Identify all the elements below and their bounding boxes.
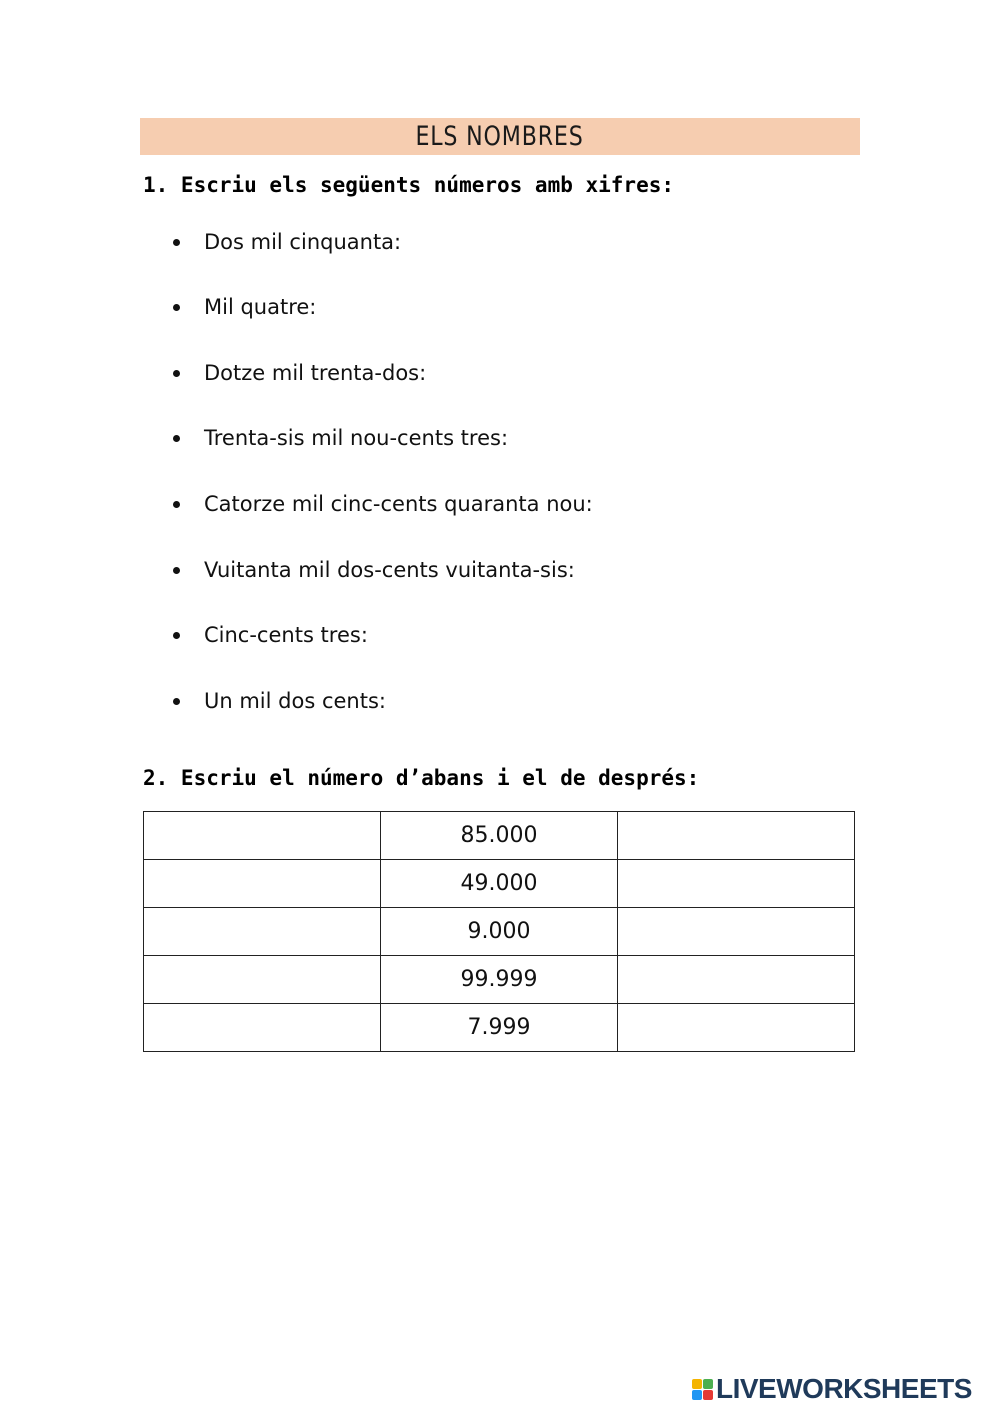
before-cell[interactable] bbox=[144, 956, 381, 1004]
logo-square bbox=[692, 1379, 702, 1389]
list-item-label: Un mil dos cents: bbox=[204, 689, 386, 713]
bullet-icon bbox=[173, 567, 180, 574]
bullet-icon bbox=[173, 435, 180, 442]
table-row bbox=[144, 908, 855, 956]
after-cell[interactable] bbox=[618, 812, 855, 860]
after-cell[interactable] bbox=[618, 908, 855, 956]
bullet-icon bbox=[173, 698, 180, 705]
list-item-label: Catorze mil cinc-cents quaranta nou: bbox=[204, 492, 593, 516]
watermark-text: LIVEWORKSHEETS bbox=[716, 1373, 972, 1404]
logo-square bbox=[703, 1390, 713, 1400]
list-item-label: Dotze mil trenta-dos: bbox=[204, 361, 427, 385]
number-cell: 99.999 bbox=[381, 956, 618, 1004]
after-cell[interactable] bbox=[618, 956, 855, 1004]
after-cell[interactable] bbox=[618, 860, 855, 908]
logo-square bbox=[692, 1390, 702, 1400]
table-row bbox=[144, 956, 855, 1004]
list-item-label: Cinc-cents tres: bbox=[204, 623, 368, 647]
exercise-2-heading: 2. Escriu el número d’abans i el de després: bbox=[143, 766, 700, 790]
bullet-icon bbox=[173, 501, 180, 508]
before-cell[interactable] bbox=[144, 1004, 381, 1052]
number-cell: 7.999 bbox=[381, 1004, 618, 1052]
logo-square bbox=[703, 1379, 713, 1389]
number-cell: 85.000 bbox=[381, 812, 618, 860]
exercise-1-heading: 1. Escriu els següents números amb xifres: bbox=[143, 173, 675, 197]
list-item-label: Mil quatre: bbox=[204, 295, 317, 319]
title-banner bbox=[140, 118, 860, 155]
list-item-label: Vuitanta mil dos-cents vuitanta-sis: bbox=[204, 558, 575, 582]
before-cell[interactable] bbox=[144, 860, 381, 908]
before-cell[interactable] bbox=[144, 908, 381, 956]
liveworksheets-logo-icon bbox=[692, 1379, 713, 1400]
bullet-icon bbox=[173, 304, 180, 311]
bullet-icon bbox=[173, 239, 180, 246]
page-title: ELS NOMBRES bbox=[415, 121, 585, 152]
number-cell: 49.000 bbox=[381, 860, 618, 908]
table-row bbox=[144, 812, 855, 860]
bullet-icon bbox=[173, 370, 180, 377]
before-after-table bbox=[143, 811, 855, 1052]
number-cell: 9.000 bbox=[381, 908, 618, 956]
table-row bbox=[144, 1004, 855, 1052]
list-item-label: Trenta-sis mil nou-cents tres: bbox=[204, 426, 509, 450]
table-row bbox=[144, 860, 855, 908]
list-item-label: Dos mil cinquanta: bbox=[204, 230, 402, 254]
after-cell[interactable] bbox=[618, 1004, 855, 1052]
before-cell[interactable] bbox=[144, 812, 381, 860]
bullet-icon bbox=[173, 632, 180, 639]
liveworksheets-watermark[interactable] bbox=[692, 1374, 972, 1404]
